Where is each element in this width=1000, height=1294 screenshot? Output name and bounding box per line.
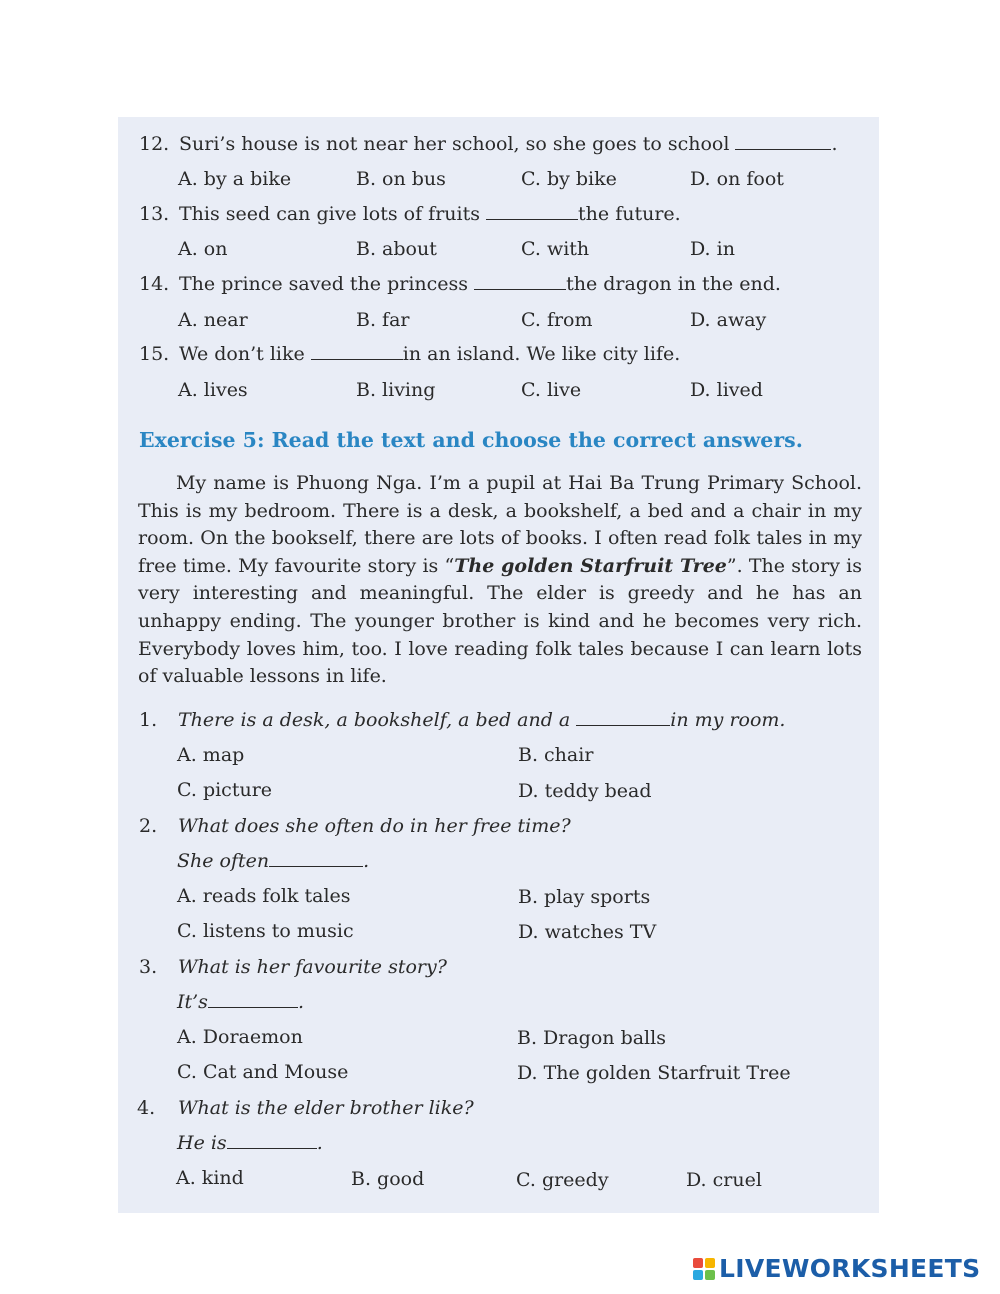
answer-stem: He is . bbox=[177, 1132, 323, 1154]
option-d[interactable]: D. lived bbox=[690, 379, 763, 401]
option-b[interactable]: B. good bbox=[351, 1168, 425, 1190]
question-number: 14. bbox=[139, 273, 170, 295]
answer-blank[interactable] bbox=[474, 273, 566, 290]
option-d[interactable]: D. away bbox=[690, 309, 767, 331]
question-number: 4. bbox=[137, 1097, 156, 1119]
option-d[interactable]: D. watches TV bbox=[518, 921, 657, 943]
option-a[interactable]: A. kind bbox=[176, 1167, 244, 1189]
question-text: There is a desk, a bookshelf, a bed and a in my room. bbox=[178, 709, 786, 731]
option-c[interactable]: C. with bbox=[521, 238, 590, 260]
option-c[interactable]: C. listens to music bbox=[177, 920, 354, 942]
question-number: 15. bbox=[139, 343, 170, 365]
option-d[interactable]: D. teddy bead bbox=[518, 780, 652, 802]
question-text: The prince saved the princess the dragon in the end. bbox=[179, 273, 781, 295]
option-c[interactable]: C. picture bbox=[177, 779, 273, 801]
answer-blank[interactable] bbox=[576, 709, 670, 726]
option-a[interactable]: A. map bbox=[177, 744, 245, 766]
question-text: What does she often do in her free time? bbox=[178, 815, 571, 837]
option-a[interactable]: A. near bbox=[178, 309, 248, 331]
option-c[interactable]: C. by bike bbox=[521, 168, 617, 190]
option-c[interactable]: C. from bbox=[521, 309, 593, 331]
option-a[interactable]: A. by a bike bbox=[178, 168, 292, 190]
option-b[interactable]: B. on bus bbox=[356, 168, 446, 190]
question-number: 1. bbox=[139, 709, 158, 731]
option-b[interactable]: B. living bbox=[356, 379, 436, 401]
option-a[interactable]: A. reads folk tales bbox=[177, 885, 351, 907]
option-c[interactable]: C. live bbox=[521, 379, 582, 401]
option-d[interactable]: D. cruel bbox=[686, 1169, 762, 1191]
reading-passage: My name is Phuong Nga. I’m a pupil at Hai Ba Trung Primary School. This is my bedroom. There is a desk, a bookshelf, a bed and a chair in my room. On the bookself, there are lots of books. I often read folk tales in my free time. My favourite story is “The golden Starfruit Tree”. The story is very interesting and meaningful. The elder is greedy and he has an unhappy ending. The younger brother is kind and he becomes very rich. Everybody loves him, too. I love reading folk tales because I can learn lots of valuable lessons in life. bbox=[138, 472, 862, 688]
answer-stem: It’s . bbox=[177, 991, 304, 1013]
option-c[interactable]: C. Cat and Mouse bbox=[177, 1061, 349, 1083]
option-a[interactable]: A. lives bbox=[178, 379, 248, 401]
question-number: 3. bbox=[139, 956, 158, 978]
logo-text: LIVEWORKSHEETS bbox=[719, 1254, 981, 1283]
option-b[interactable]: B. far bbox=[356, 309, 410, 331]
answer-blank[interactable] bbox=[227, 1132, 317, 1149]
option-a[interactable]: A. Doraemon bbox=[177, 1026, 303, 1048]
question-text: This seed can give lots of fruits the future. bbox=[179, 203, 681, 225]
question-number: 12. bbox=[139, 133, 170, 155]
option-d[interactable]: D. The golden Starfruit Tree bbox=[517, 1062, 791, 1084]
option-a[interactable]: A. on bbox=[178, 238, 228, 260]
option-b[interactable]: B. play sports bbox=[518, 886, 651, 908]
question-text: Suri’s house is not near her school, so she goes to school . bbox=[179, 133, 838, 155]
answer-blank[interactable] bbox=[269, 850, 363, 867]
question-text: What is the elder brother like? bbox=[178, 1097, 474, 1119]
liveworksheets-logo bbox=[693, 1255, 980, 1283]
option-c[interactable]: C. greedy bbox=[516, 1169, 609, 1191]
question-number: 2. bbox=[139, 815, 158, 837]
answer-blank[interactable] bbox=[735, 133, 831, 150]
option-b[interactable]: B. about bbox=[356, 238, 437, 260]
option-b[interactable]: B. Dragon balls bbox=[517, 1027, 666, 1049]
story-title: The golden Starfruit Tree bbox=[454, 554, 727, 577]
exercise-title: Exercise 5: Read the text and choose the correct answers. bbox=[139, 428, 803, 452]
answer-stem: She often . bbox=[177, 850, 370, 872]
question-number: 13. bbox=[139, 203, 170, 225]
logo-grid-icon bbox=[693, 1258, 715, 1280]
answer-blank[interactable] bbox=[311, 343, 403, 360]
answer-blank[interactable] bbox=[208, 991, 298, 1008]
option-d[interactable]: D. on foot bbox=[690, 168, 784, 190]
question-text: We don’t like in an island. We like city life. bbox=[179, 343, 681, 365]
answer-blank[interactable] bbox=[486, 203, 578, 220]
question-text: What is her favourite story? bbox=[178, 956, 447, 978]
option-b[interactable]: B. chair bbox=[518, 744, 594, 766]
option-d[interactable]: D. in bbox=[690, 238, 735, 260]
